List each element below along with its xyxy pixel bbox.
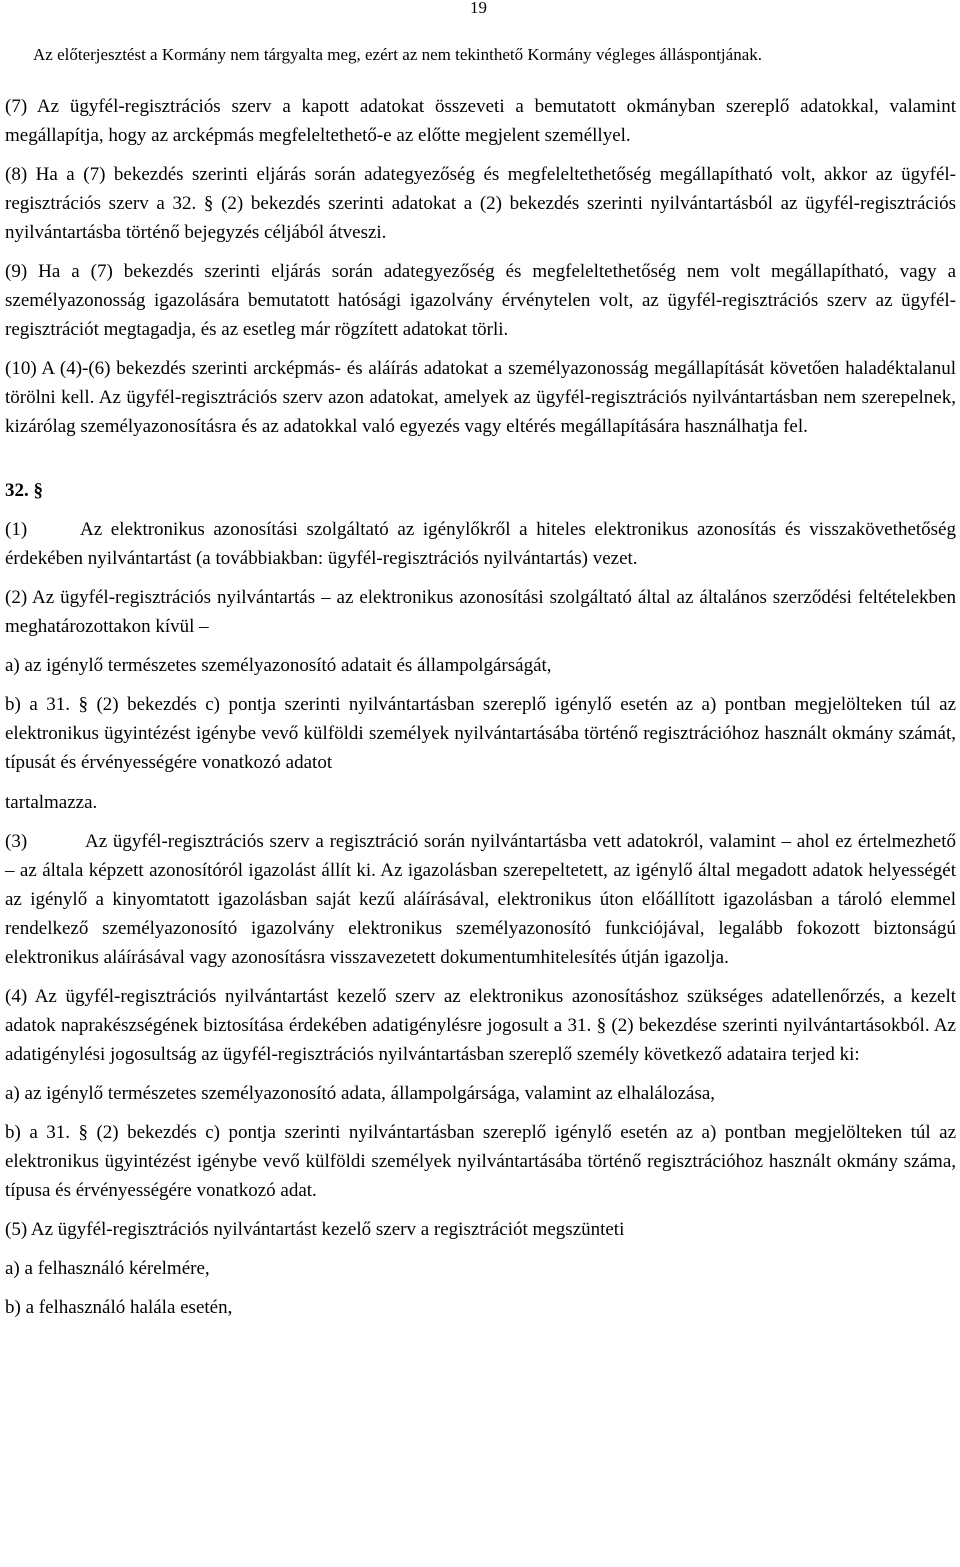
section-paragraph-1 [5, 515, 956, 573]
section-paragraph-5: (5) Az ügyfél-regisztrációs nyilvántartást kezelő szerv a regisztrációt megszünteti [5, 1219, 625, 1240]
header-disclaimer: Az előterjesztést a Kormány nem tárgyalta meg, ezért az nem tekinthető Kormány végleges álláspontjának. [33, 45, 762, 64]
page-number: 19 [470, 0, 487, 17]
section-paragraph-4: (4) Az ügyfél-regisztrációs nyilvántartást kezelő szerv az elektronikus azonosításhoz szükséges adatellenőrzés, a kezelt adatok naprakészségének biztosítása érdekében adatigénylésre jogosult a 31. § (2) bekezdése szerinti nyilvántartásokból. Az adatigénylési jogosultság az ügyfél-regisztrációs nyilvántartásban szereplő személy következő adataira terjed ki: [5, 986, 956, 1065]
section-paragraph-2: (2) Az ügyfél-regisztrációs nyilvántartás – az elektronikus azonosítási szolgáltató által az általános szerződési feltételekben meghatározottakon kívül – [5, 587, 956, 637]
paragraph-label: (1) [5, 519, 28, 540]
section-paragraph-2-end: tartalmazza. [5, 792, 98, 813]
section-point-2a: a) az igénylő természetes személyazonosító adatait és állampolgárságát, [5, 655, 552, 676]
section-point-4b: b) a 31. § (2) bekezdés c) pontja szerinti nyilvántartásban szereplő igénylő esetén az a) pontban megjelölteken túl az elektronikus ügyintézést igénybe vevő külföldi személyek nyilvántartásába történő regisztrációhoz használt okmány száma, típusa és érvényességére vonatkozó adat. [5, 1122, 956, 1201]
paragraph-text: Az elektronikus azonosítási szolgáltató az igénylőkről a hiteles elektronikus azonosítás és visszakövethetőség érdekében nyilvántartást (a továbbiakban: ügyfél-regisztrációs nyilvántartás) vezet. [5, 519, 956, 569]
paragraph-label: (3) [5, 831, 28, 852]
paragraph-10: (10) A (4)-(6) bekezdés szerinti arcképmás- és aláírás adatokat a személyazonosság megállapítását követően haladéktalanul törölni kell. Az ügyfél-regisztrációs szerv azon adatokat, amelyek az ügyfél-regisztrációs nyilvántartásban nem szerepelnek, kizárólag személyazonosításra és az adatokkal való egyezés vagy eltérés megállapítására használhatja fel. [5, 358, 956, 437]
paragraph-8: (8) Ha a (7) bekezdés szerinti eljárás során adategyezőség és megfeleltethetőség megállapítható volt, akkor az ügyfél-regisztrációs szerv a 32. § (2) bekezdés szerinti adatokat a (2) bekezdés szerinti nyilvántartásból az ügyfél-regisztrációs nyilvántartásba történő bejegyzés céljából átveszi. [5, 164, 956, 243]
section-point-4a: a) az igénylő természetes személyazonosító adata, állampolgársága, valamint az elhalálozása, [5, 1083, 716, 1104]
document-body [5, 92, 956, 1332]
paragraph-9: (9) Ha a (7) bekezdés szerinti eljárás során adategyezőség és megfeleltethetőség nem volt megállapítható, vagy a személyazonosság igazolására bemutatott hatósági igazolvány érvénytelen volt, az ügyfél-regisztrációs szerv az ügyfél-regisztrációt megtagadja, és az esetleg már rögzített adatokat törli. [5, 261, 956, 340]
paragraph-text: Az ügyfél-regisztrációs szerv a regisztráció során nyilvántartásba vett adatokról, valamint – ahol ez értelmezhető – az általa képzett azonosítóról igazolást állít ki. Az igazolásban szerepeltetett, az igénylő által megadott adatok helyességét az igénylő a kinyomtatott igazolásban saját kezű aláírásával, elektronikus úton előállított igazolásban a tároló elemmel rendelkező személyazonosító igazolvány elektronikus személyazonosító funkciójával, legalább fokozott biztonságú elektronikus aláírásával vagy azonosításra visszavezetett dokumentumhitelesítés útján igazolja. [5, 831, 956, 968]
section-point-5a: a) a felhasználó kérelmére, [5, 1258, 210, 1279]
section-heading: 32. § [5, 480, 43, 501]
section-paragraph-3 [5, 827, 956, 972]
section-point-2b: b) a 31. § (2) bekezdés c) pontja szerinti nyilvántartásban szereplő igénylő esetén az a) pontban megjelölteken túl az elektronikus ügyintézést igénybe vevő külföldi személyek nyilvántartásába történő regisztrációhoz használt okmány számát, típusát és érvényességére vonatkozó adatot [5, 694, 956, 773]
section-point-5b: b) a felhasználó halála esetén, [5, 1297, 233, 1318]
paragraph-7: (7) Az ügyfél-regisztrációs szerv a kapott adatokat összeveti a bemutatott okmányban szereplő adatokkal, valamint megállapítja, hogy az arcképmás megfeleltethető-e az előtte megjelent személlyel. [5, 96, 956, 146]
